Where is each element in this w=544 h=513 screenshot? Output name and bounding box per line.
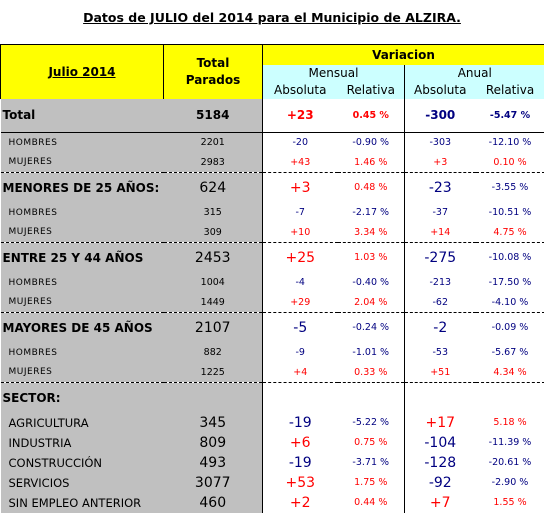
total-parados-cell: 1449	[164, 293, 263, 313]
total-parados-cell: 2983	[164, 153, 263, 173]
anual-relativa-cell: -5.67 %	[491, 347, 529, 358]
table-row	[1, 223, 544, 243]
mensual-relativa-header: Relativa	[338, 81, 405, 99]
period-header: Julio 2014	[1, 45, 164, 99]
anual-absoluta-header: Absoluta	[405, 81, 476, 99]
anual-relativa-cell: -5.47 %	[476, 99, 544, 133]
mensual-header: Mensual	[263, 65, 405, 81]
mensual-absoluta-cell: +4	[263, 363, 338, 383]
anual-relativa-cell: -10.08 %	[488, 252, 532, 264]
anual-absoluta-cell: -37	[432, 207, 449, 218]
anual-absoluta-cell: -300	[405, 99, 476, 133]
table-row	[1, 363, 544, 383]
table-row	[1, 473, 544, 493]
mensual-relativa-cell: 1.46 %	[338, 153, 405, 173]
table-row	[1, 153, 544, 173]
anual-relativa-cell: 4.34 %	[476, 363, 544, 383]
table-row	[1, 133, 544, 153]
anual-absoluta-cell: -275	[424, 249, 457, 266]
anual-absoluta-cell: +7	[429, 494, 451, 511]
table-row	[1, 313, 544, 343]
anual-relativa-cell: 5.18 %	[493, 417, 527, 428]
mensual-relativa-cell: -1.01 %	[338, 343, 405, 363]
mensual-relativa-cell: 0.44 %	[338, 493, 405, 513]
mensual-absoluta-cell: +25	[285, 249, 316, 266]
total-parados-cell: 1004	[164, 273, 263, 293]
anual-absoluta-cell: +51	[405, 363, 476, 383]
total-parados-line1: Total	[196, 55, 230, 70]
mensual-absoluta-cell: +3	[289, 179, 311, 196]
mensual-relativa-cell: 2.04 %	[338, 293, 405, 313]
total-parados-cell: 493	[164, 453, 263, 473]
total-parados-cell: 315	[164, 203, 263, 223]
anual-relativa-cell: -17.50 %	[488, 277, 532, 288]
anual-relativa-cell: -4.10 %	[476, 293, 544, 313]
mensual-relativa-cell: 0.75 %	[338, 433, 405, 453]
anual-relativa-cell: -0.09 %	[491, 322, 529, 334]
total-parados-cell: 809	[164, 433, 263, 453]
total-parados-cell: 882	[164, 343, 263, 363]
anual-relativa-cell: 4.75 %	[476, 223, 544, 243]
table-row	[1, 493, 544, 513]
mensual-absoluta-cell: +23	[263, 99, 338, 133]
mensual-relativa-cell: 1.03 %	[338, 243, 405, 273]
mensual-absoluta-cell: +29	[263, 293, 338, 313]
mensual-relativa-cell: -0.40 %	[338, 273, 405, 293]
mensual-relativa-cell: -3.71 %	[338, 453, 405, 473]
mensual-absoluta-cell: -5	[293, 319, 308, 336]
mensual-absoluta-cell: -20	[292, 137, 309, 149]
mensual-absoluta-cell	[263, 383, 338, 413]
table-row	[1, 453, 544, 473]
row-label: HOMBRES	[1, 343, 164, 363]
table-row	[1, 413, 544, 433]
row-label: HOMBRES	[1, 133, 164, 153]
row-label: AGRICULTURA	[1, 413, 164, 433]
anual-absoluta-cell: -104	[424, 434, 457, 451]
mensual-absoluta-cell: -4	[295, 277, 305, 288]
row-label: HOMBRES	[1, 203, 164, 223]
anual-relativa-cell: 0.10 %	[476, 153, 544, 173]
mensual-absoluta-cell: -9	[295, 347, 305, 358]
row-label: SERVICIOS	[1, 473, 164, 493]
total-parados-cell: 2453	[164, 243, 263, 273]
row-label: INDUSTRIA	[1, 433, 164, 453]
anual-header: Anual	[405, 65, 544, 81]
row-label: SECTOR:	[1, 383, 164, 413]
total-parados-line2: Parados	[185, 72, 241, 87]
mensual-relativa-cell: -0.24 %	[338, 313, 405, 343]
row-label: MUJERES	[1, 293, 164, 313]
total-parados-cell: 5184	[164, 99, 263, 133]
anual-relativa-cell: -3.55 %	[491, 182, 529, 194]
anual-relativa-cell	[476, 383, 544, 413]
table-row	[1, 343, 544, 363]
table-row	[1, 173, 544, 203]
anual-relativa-cell: -2.90 %	[491, 477, 529, 488]
total-parados-cell: 3077	[164, 473, 263, 493]
mensual-relativa-cell: -5.22 %	[338, 413, 405, 433]
table-row	[1, 273, 544, 293]
anual-absoluta-cell	[405, 383, 476, 413]
total-parados-cell: 624	[164, 173, 263, 203]
mensual-absoluta-cell: -19	[288, 454, 312, 471]
mensual-relativa-cell: 0.48 %	[338, 173, 405, 203]
anual-relativa-cell: 1.55 %	[493, 497, 527, 508]
mensual-absoluta-cell: -19	[288, 414, 312, 431]
table-row	[1, 99, 544, 133]
total-parados-cell	[164, 383, 263, 413]
anual-absoluta-cell: +3	[405, 153, 476, 173]
variacion-header: Variacion	[263, 45, 544, 65]
total-parados-cell: 309	[164, 223, 263, 243]
mensual-absoluta-cell: +2	[289, 494, 311, 511]
row-label: MUJERES	[1, 223, 164, 243]
anual-absoluta-cell: -92	[428, 474, 452, 491]
table-row	[1, 293, 544, 313]
total-parados-cell: 460	[164, 493, 263, 513]
row-label: HOMBRES	[1, 273, 164, 293]
row-label: SIN EMPLEO ANTERIOR	[1, 493, 164, 513]
mensual-absoluta-cell: +53	[285, 474, 316, 491]
row-label: MUJERES	[1, 363, 164, 383]
anual-relativa-cell: -12.10 %	[488, 137, 532, 149]
anual-absoluta-cell: -53	[432, 347, 449, 358]
mensual-absoluta-cell: +10	[263, 223, 338, 243]
row-label: ENTRE 25 Y 44 AÑOS	[1, 243, 164, 273]
row-label: CONSTRUCCIÓN	[1, 453, 164, 473]
anual-relativa-header: Relativa	[476, 81, 544, 99]
mensual-relativa-cell: 0.33 %	[338, 363, 405, 383]
table-row	[1, 433, 544, 453]
anual-absoluta-cell: -62	[405, 293, 476, 313]
total-parados-cell: 345	[164, 413, 263, 433]
row-label: MAYORES DE 45 AÑOS	[1, 313, 164, 343]
anual-absoluta-cell: +17	[425, 414, 456, 431]
mensual-absoluta-cell: +6	[289, 434, 311, 451]
mensual-absoluta-cell: +43	[263, 153, 338, 173]
anual-absoluta-cell: -303	[429, 137, 452, 149]
mensual-relativa-cell: 3.34 %	[338, 223, 405, 243]
anual-absoluta-cell: -2	[433, 319, 448, 336]
mensual-absoluta-cell: -7	[295, 207, 305, 218]
anual-absoluta-cell: +14	[405, 223, 476, 243]
row-label: Total	[1, 99, 164, 133]
mensual-relativa-cell: 1.75 %	[338, 473, 405, 493]
mensual-relativa-cell: -0.90 %	[338, 133, 405, 153]
row-label: MUJERES	[1, 153, 164, 173]
mensual-relativa-cell	[338, 383, 405, 413]
total-parados-header	[164, 45, 263, 99]
table-row	[1, 243, 544, 273]
anual-absoluta-cell: -213	[429, 277, 452, 288]
anual-relativa-cell: -10.51 %	[488, 207, 532, 218]
row-label: MENORES DE 25 AÑOS:	[1, 173, 164, 203]
anual-absoluta-cell: -128	[424, 454, 457, 471]
total-parados-cell: 2107	[164, 313, 263, 343]
mensual-absoluta-header: Absoluta	[263, 81, 338, 99]
page-title: Datos de JULIO del 2014 para el Municipio de ALZIRA.	[83, 10, 461, 25]
unemployment-table	[0, 44, 544, 513]
mensual-relativa-cell: 0.45 %	[338, 99, 405, 133]
table-row	[1, 383, 544, 413]
total-parados-cell: 1225	[164, 363, 263, 383]
table-row	[1, 203, 544, 223]
total-parados-cell: 2201	[164, 133, 263, 153]
anual-relativa-cell: -20.61 %	[488, 457, 532, 468]
anual-relativa-cell: -11.39 %	[488, 437, 532, 448]
anual-absoluta-cell: -23	[428, 179, 452, 196]
mensual-relativa-cell: -2.17 %	[338, 203, 405, 223]
